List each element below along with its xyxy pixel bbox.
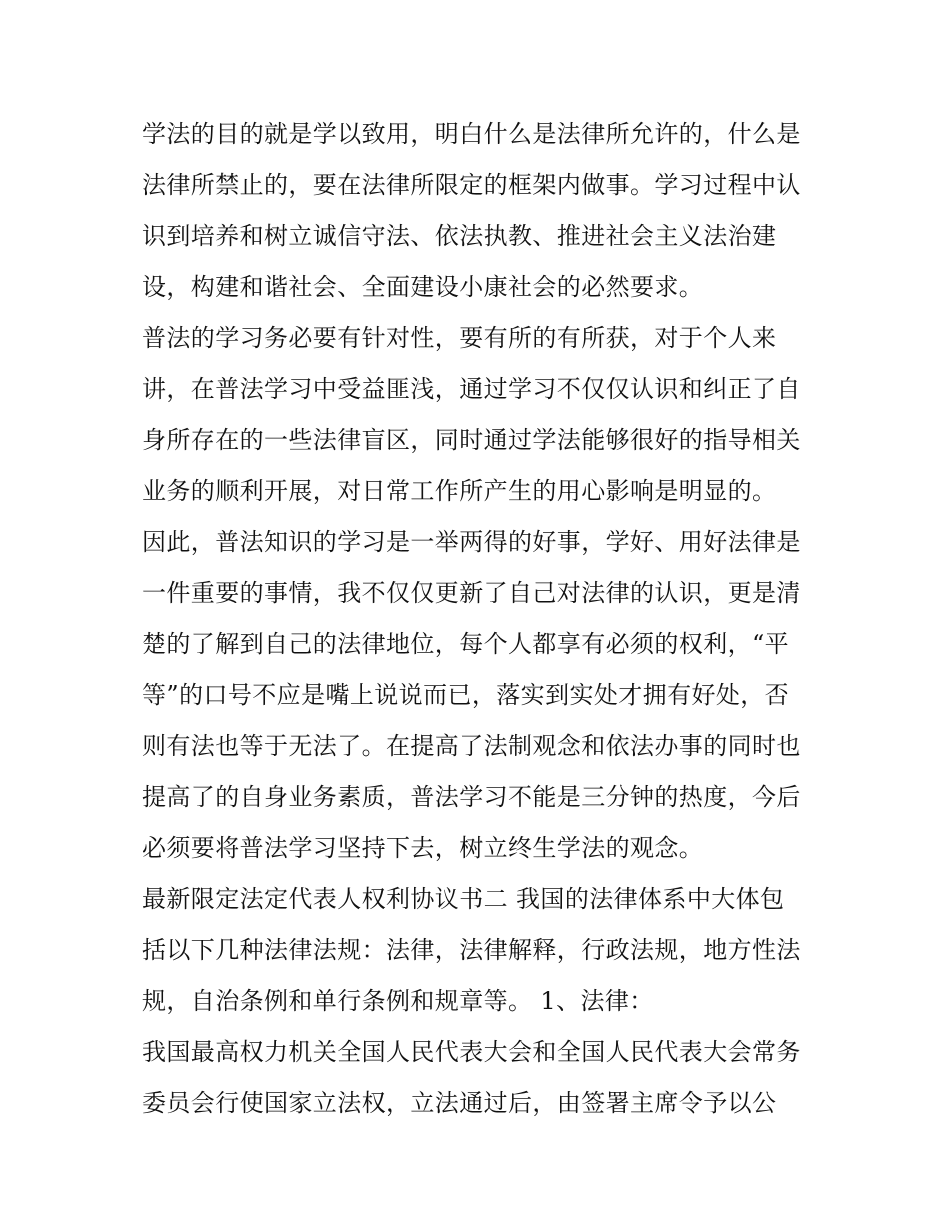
text-line: 楚的了解到自己的法律地位，每个人都享有必须的权利，“平 bbox=[142, 630, 790, 658]
text-line: 等”的口号不应是嘴上说说而已，落实到实处才拥有好处，否 bbox=[142, 681, 790, 709]
text-line: 我国最高权力机关全国人民代表大会和全国人民代表大会常务 bbox=[142, 1038, 801, 1066]
text-line: 识到培养和树立诚信守法、依法执教、推进社会主义法治建 bbox=[142, 222, 777, 250]
text-line: 学法的目的就是学以致用，明白什么是法律所允许的，什么是 bbox=[142, 120, 801, 148]
text-line: 普法的学习务必要有针对性，要有所的有所获，对于个人来 bbox=[142, 324, 777, 352]
text-line: 一件重要的事情，我不仅仅更新了自己对法律的认识，更是清 bbox=[142, 579, 801, 607]
paragraph-2 bbox=[142, 313, 822, 517]
text-line: 设，构建和谐社会、全面建设小康社会的必然要求。 bbox=[142, 273, 704, 301]
text-line: 括以下几种法律法规：法律，法律解释，行政法规，地方性法 bbox=[142, 936, 801, 964]
text-line: 身所存在的一些法律盲区，同时通过学法能够很好的指导相关 bbox=[142, 426, 801, 454]
text-line: 必须要将普法学习坚持下去，树立终生学法的观念。 bbox=[142, 834, 704, 862]
text-line: 最新限定法定代表人权利协议书二 我国的法律体系中大体包 bbox=[142, 885, 785, 913]
paragraph-5 bbox=[142, 1027, 822, 1129]
text-line: 提高了的自身业务素质，普法学习不能是三分钟的热度，今后 bbox=[142, 783, 801, 811]
text-line: 委员会行使国家立法权，立法通过后，由签署主席令予以公 bbox=[142, 1089, 777, 1117]
text-line: 规，自治条例和单行条例和规章等。 1、法律： bbox=[142, 987, 654, 1015]
paragraph-1 bbox=[142, 109, 822, 313]
text-line: 业务的顺利开展，对日常工作所产生的用心影响是明显的。 bbox=[142, 477, 777, 505]
document-body bbox=[142, 109, 822, 1129]
paragraph-3 bbox=[142, 517, 822, 874]
paragraph-4 bbox=[142, 874, 822, 1027]
text-line: 法律所禁止的，要在法律所限定的框架内做事。学习过程中认 bbox=[142, 171, 801, 199]
text-line: 讲，在普法学习中受益匪浅，通过学习不仅仅认识和纠正了自 bbox=[142, 375, 801, 403]
text-line: 则有法也等于无法了。在提高了法制观念和依法办事的同时也 bbox=[142, 732, 801, 760]
text-line: 因此，普法知识的学习是一举两得的好事，学好、用好法律是 bbox=[142, 528, 801, 556]
